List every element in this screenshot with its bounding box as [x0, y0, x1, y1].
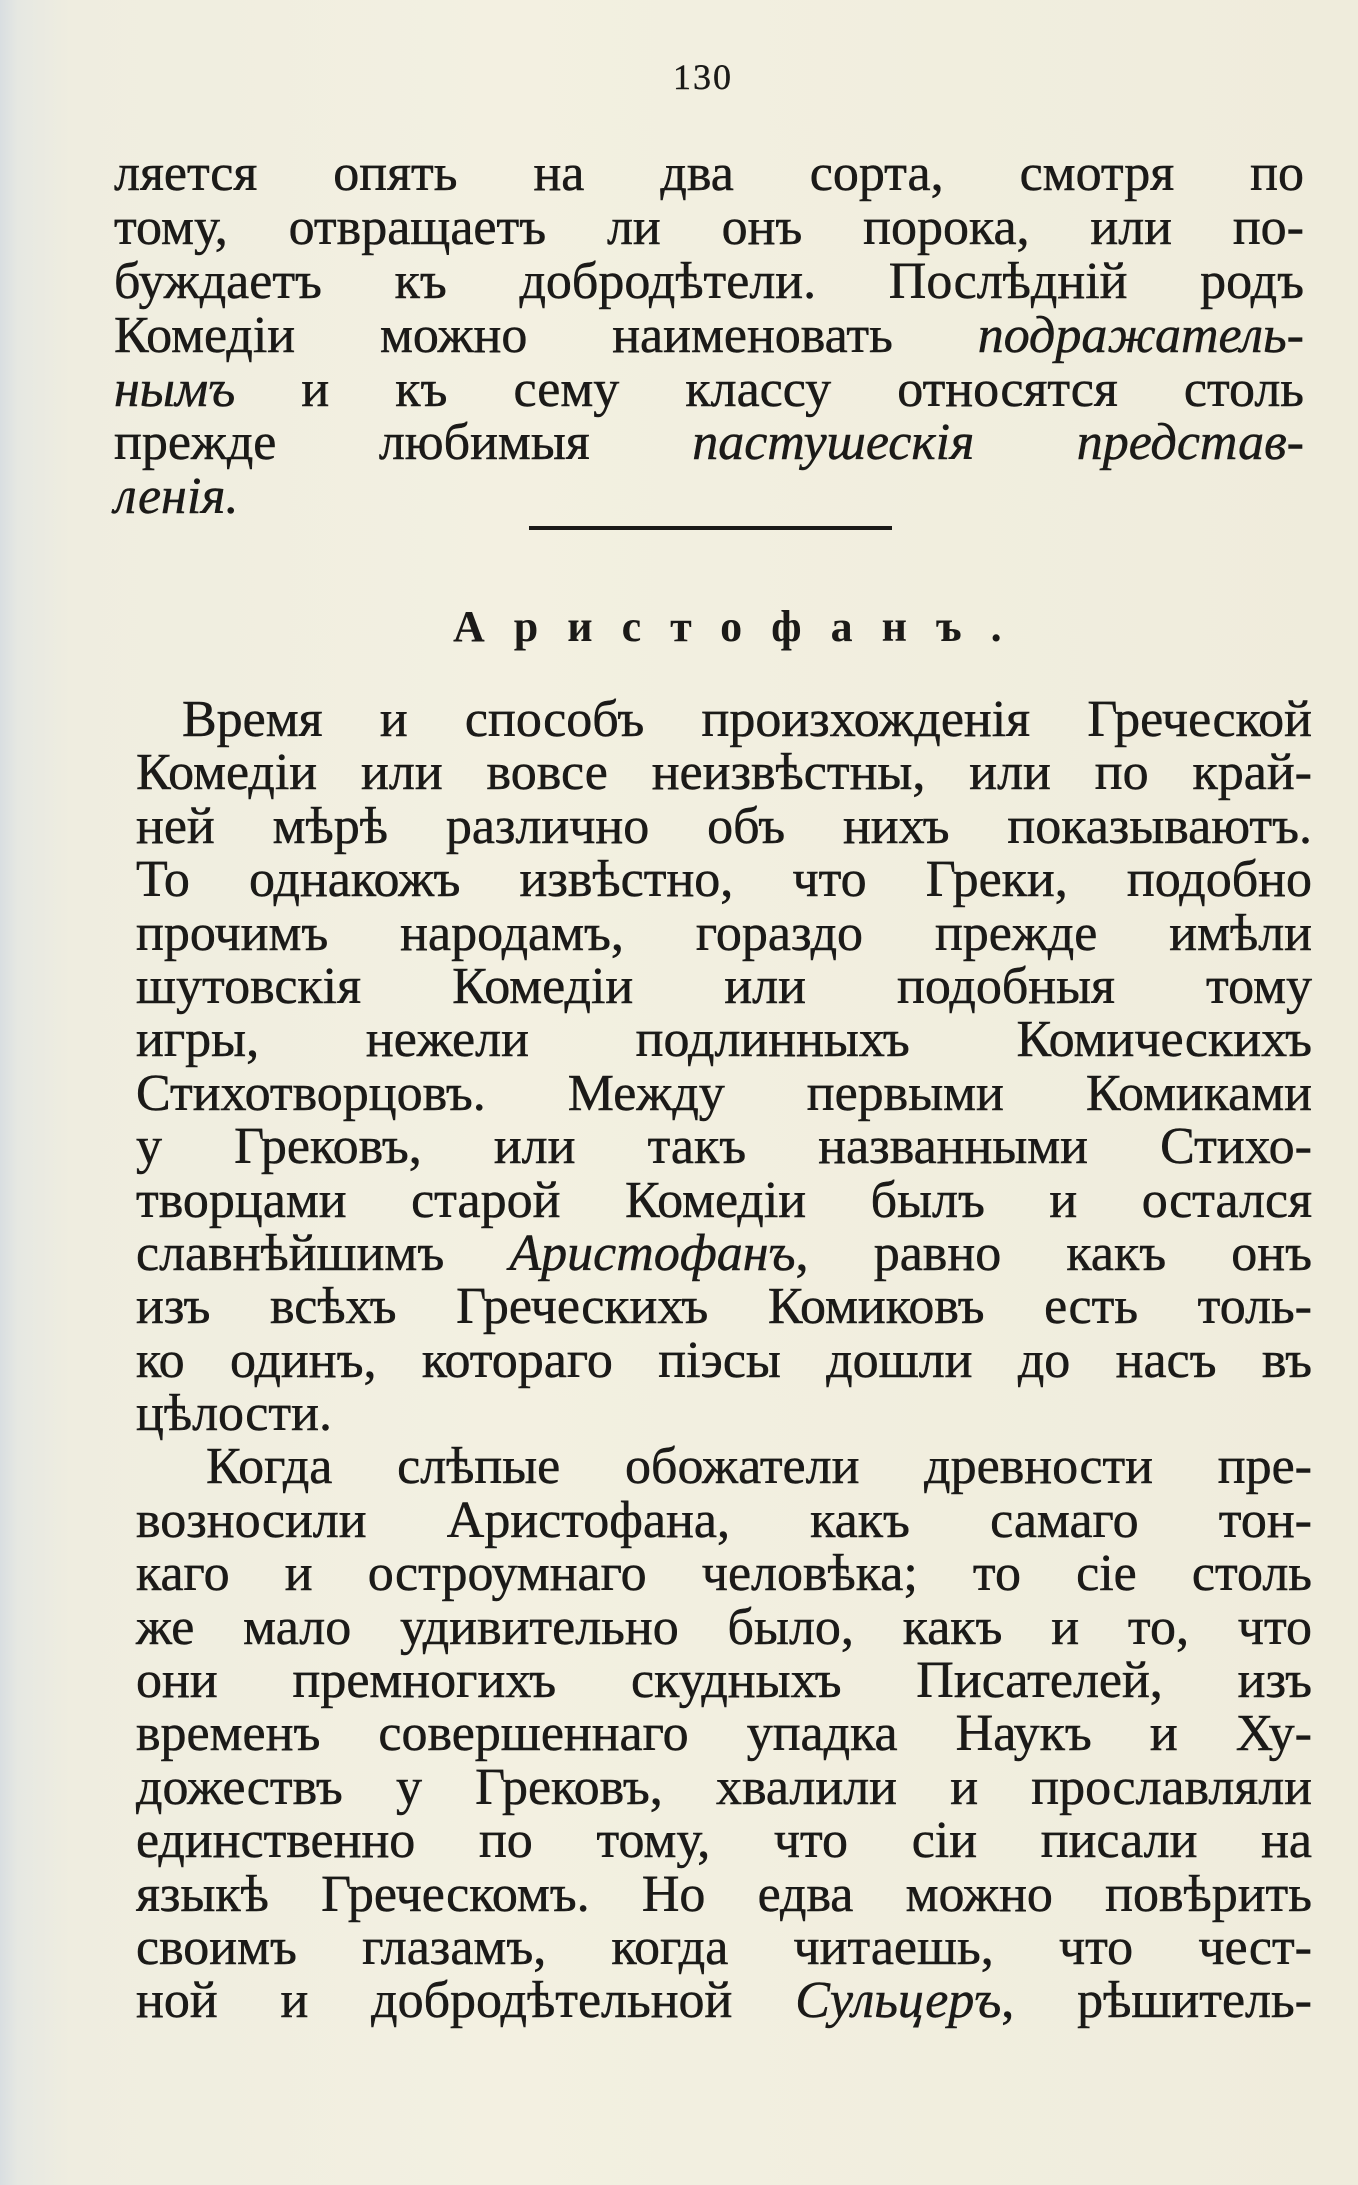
text-line [136, 1331, 1312, 1389]
text-line [136, 1385, 1312, 1443]
text-run: прочимъ народамъ, гораздо прежде имѣли [136, 904, 1312, 962]
text-run: , рѣшитель- [1001, 1972, 1312, 2030]
text-run: Время и способъ произхожденія Греческой [182, 691, 1312, 748]
text-line [114, 360, 1304, 418]
text-run: тому, отвращаетъ ли онъ порока, или по- [114, 198, 1304, 256]
text-run: ней мѣрѣ различно объ нихъ показываютъ. [136, 797, 1312, 855]
text-run: своимъ глазамъ, когда читаешь, что чест- [136, 1918, 1312, 1976]
text-line [136, 693, 1312, 746]
text-run: Стихотворцовъ. Между первыми Комиками [136, 1064, 1312, 1122]
text-run: шутовскія Комедіи или подобныя тому [136, 957, 1312, 1015]
text-line [136, 1118, 1312, 1176]
text-run: языкѣ Греческомъ. Но едва можно повѣрить [136, 1865, 1312, 1923]
text-line [136, 904, 1312, 962]
text-line [136, 851, 1312, 909]
text-run: Комедіи или вовсе неизвѣстны, или по край- [136, 744, 1312, 802]
text-line [136, 1598, 1312, 1656]
text-line [136, 1758, 1312, 1816]
text-run: изъ всѣхъ Греческихъ Комиковъ есть толь- [136, 1278, 1312, 1336]
text-line [114, 147, 1304, 201]
text-line [136, 1278, 1312, 1336]
section-divider [529, 526, 892, 530]
section-body [136, 693, 1312, 2028]
text-line [136, 1064, 1312, 1122]
text-run: каго и остроумнаго человѣка; то сіе столь [136, 1545, 1312, 1603]
page-number: 130 [673, 57, 733, 97]
text-line [136, 744, 1312, 802]
italic-term: подражатель- [977, 306, 1304, 364]
italic-term: ленія. [114, 468, 239, 526]
text-line [136, 1011, 1312, 1069]
text-run: у Грековъ, или такъ названными Стихо- [136, 1118, 1312, 1176]
text-line [136, 1705, 1312, 1763]
text-line [136, 1652, 1312, 1710]
closing-passage [114, 147, 1304, 524]
text-run: творцами старой Комедіи былъ и остался [136, 1171, 1312, 1229]
text-line [114, 198, 1304, 256]
text-line [136, 1224, 1313, 1282]
text-run: ляется опять на два сорта, смотря по [114, 145, 1304, 202]
text-run: Когда слѣпые обожатели древности пре- [206, 1438, 1312, 1496]
text-run: То однакожъ извѣстно, что Греки, подобно [136, 851, 1312, 909]
text-run: прежде любимыя [114, 414, 693, 472]
text-run: , равно какъ онъ [795, 1224, 1313, 1282]
text-run: они премногихъ скудныхъ Писателей, изъ [136, 1652, 1312, 1710]
text-run: возносили Аристофана, какъ самаго тон- [136, 1491, 1312, 1549]
italic-term: пастушескія представ- [692, 414, 1305, 472]
text-run: буждаетъ къ добродѣтели. Послѣдній родъ [114, 252, 1304, 310]
text-line [136, 1545, 1312, 1603]
text-line [136, 797, 1312, 855]
text-run: ко одинъ, котораго піэсы дошли до насъ въ [136, 1331, 1312, 1389]
text-line [114, 416, 1304, 470]
text-line [136, 957, 1312, 1015]
text-line [136, 1438, 1312, 1496]
italic-term: нымъ [114, 360, 236, 418]
section-heading: Аристофанъ. [453, 602, 1031, 651]
text-run: дожествъ у Грековъ, хвалили и прославляли [136, 1758, 1312, 1816]
text-run: же мало удивительно было, какъ и то, что [136, 1598, 1312, 1656]
text-run: Комедіи можно наименовать [114, 306, 978, 364]
text-line [114, 306, 1304, 364]
text-run: славнѣйшимъ [136, 1224, 510, 1282]
text-line [136, 1918, 1312, 1976]
text-line [136, 1812, 1312, 1870]
text-run: ной и добродѣтельной [136, 1972, 796, 2030]
text-line [136, 1865, 1312, 1923]
text-run: и къ сему классу относятся столь [235, 360, 1304, 418]
text-line [114, 252, 1304, 310]
text-run: единственно по тому, что сіи писали на [136, 1812, 1312, 1870]
text-line [136, 1972, 1312, 2030]
text-run: цѣлости. [136, 1385, 332, 1443]
italic-name: Сульцеръ [795, 1972, 1002, 2030]
text-line [136, 1491, 1312, 1549]
text-line [114, 470, 1304, 524]
text-line [136, 1171, 1312, 1229]
text-run: игры, нежели подлинныхъ Комическихъ [136, 1011, 1312, 1069]
text-run: временъ совершеннаго упадка Наукъ и Ху- [136, 1705, 1312, 1763]
italic-name: Аристофанъ [509, 1224, 796, 1282]
